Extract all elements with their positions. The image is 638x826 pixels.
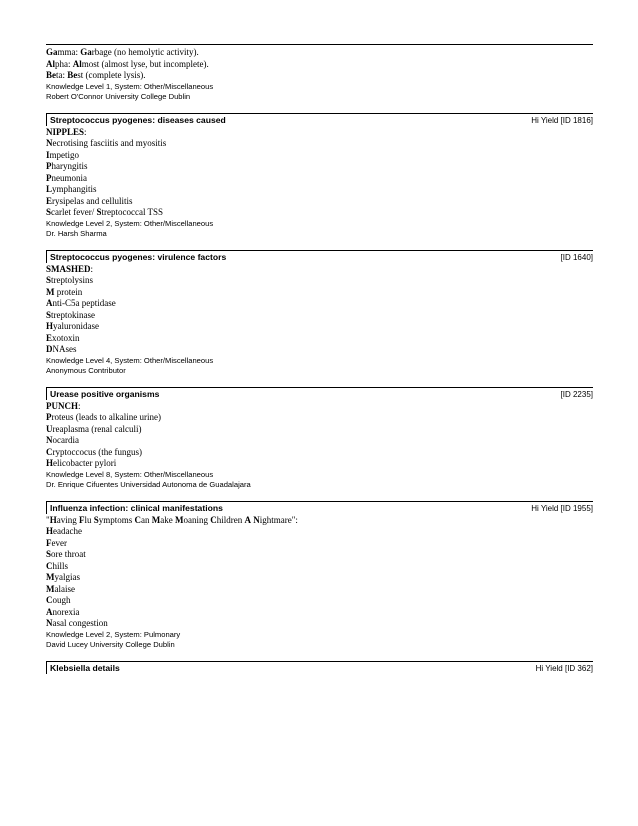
intro-line: Alpha: Almost (almost lyse, but incomplete). <box>46 58 209 69</box>
card-body <box>46 263 593 376</box>
mnemonic-line: Proteus (leads to alkaline urine) <box>46 412 161 422</box>
mnemonic-line: Impetigo <box>46 149 80 160</box>
mnemonic-line: Pharyngitis <box>46 161 88 171</box>
knowledge-level: Knowledge Level 2, System: Other/Miscellaneous <box>46 218 214 228</box>
knowledge-level: Knowledge Level 4, System: Other/Miscellaneous <box>46 355 214 365</box>
contributor: Dr. Enrique Cifuentes Universidad Autonoma de Guadalajara <box>46 479 251 489</box>
card-header <box>46 501 593 514</box>
card-header <box>46 661 593 674</box>
card-header <box>46 113 593 126</box>
intro-line: Gamma: Garbage (no hemolytic activity). <box>46 47 199 57</box>
card-title: Streptococcus pyogenes: diseases caused <box>50 114 226 125</box>
intro-line: Beta: Best (complete lysis). <box>46 70 146 80</box>
card-body <box>46 400 593 490</box>
mnemonic-line: Nasal congestion <box>46 618 108 628</box>
mnemonic-line: Sore throat <box>46 549 86 559</box>
mnemonic-line: Streptolysins <box>46 275 94 285</box>
mnemonic-line: Chills <box>46 560 69 571</box>
mnemonic-line: Fever <box>46 537 67 548</box>
mnemonic-line: Nocardia <box>46 435 79 445</box>
card-id-tag: [ID 1640] <box>560 252 593 262</box>
card-id-tag: Hi Yield [ID 1955] <box>531 503 593 513</box>
card-body <box>46 514 593 650</box>
card-title: Influenza infection: clinical manifestations <box>50 502 223 513</box>
mnemonic-line: "Having Flu Symptoms Can Make Moaning Children A Nightmare": <box>46 514 298 525</box>
card-header <box>46 250 593 263</box>
mnemonic-line: Myalgias <box>46 572 80 582</box>
mnemonic-line: Cough <box>46 595 71 605</box>
mnemonic-line: Anti-C5a peptidase <box>46 298 116 308</box>
mnemonic-line: Helicobacter pylori <box>46 458 117 468</box>
mnemonic-line: Anorexia <box>46 606 80 617</box>
mnemonic-line: Cryptoccocus (the fungus) <box>46 446 142 457</box>
knowledge-level: Knowledge Level 8, System: Other/Miscellaneous <box>46 469 214 479</box>
contributor: Dr. Harsh Sharma <box>46 228 107 238</box>
mnemonic-line: Malaise <box>46 583 75 594</box>
knowledge-level: Knowledge Level 1, System: Other/Miscellaneous <box>46 81 214 91</box>
card-body <box>46 674 593 675</box>
contributor: Robert O'Connor University College Dublin <box>46 91 191 101</box>
card-body <box>46 126 593 239</box>
mnemonic-line: Ureaplasma (renal calculi) <box>46 423 142 434</box>
card-header <box>46 387 593 400</box>
mnemonic-line: Pneumonia <box>46 172 87 183</box>
knowledge-level: Knowledge Level 2, System: Pulmonary <box>46 629 181 639</box>
mnemonic-line: Hyaluronidase <box>46 321 99 331</box>
card-id-tag: Hi Yield [ID 1816] <box>531 115 593 125</box>
mnemonic-line: DNAses <box>46 344 77 354</box>
mnemonic-line: SMASHED: <box>46 263 94 274</box>
mnemonic-line: Erysipelas and cellulitis <box>46 195 133 206</box>
mnemonic-line: PUNCH: <box>46 400 81 411</box>
mnemonic-line: Exotoxin <box>46 332 80 343</box>
card-id-tag: Hi Yield [ID 362] <box>535 663 593 673</box>
mnemonic-line: Scarlet fever/ Streptococcal TSS <box>46 207 164 217</box>
card-title: Urease positive organisms <box>50 388 160 399</box>
card-list <box>46 113 593 675</box>
mnemonic-line: M protein <box>46 286 83 297</box>
mnemonic-line: Lymphangitis <box>46 184 97 194</box>
mnemonic-line: Headache <box>46 526 82 536</box>
mnemonic-line: Necrotising fasciitis and myositis <box>46 138 167 148</box>
mnemonic-line: NIPPLES: <box>46 126 87 137</box>
intro-block <box>46 45 593 102</box>
card-id-tag: [ID 2235] <box>560 389 593 399</box>
card-title: Streptococcus pyogenes: virulence factors <box>50 251 227 262</box>
mnemonic-line: Streptokinase <box>46 309 96 320</box>
card-title: Klebsiella details <box>50 662 120 673</box>
contributor: Anonymous Contributor <box>46 365 126 375</box>
contributor: David Lucey University College Dublin <box>46 639 175 649</box>
document-page <box>46 44 593 675</box>
